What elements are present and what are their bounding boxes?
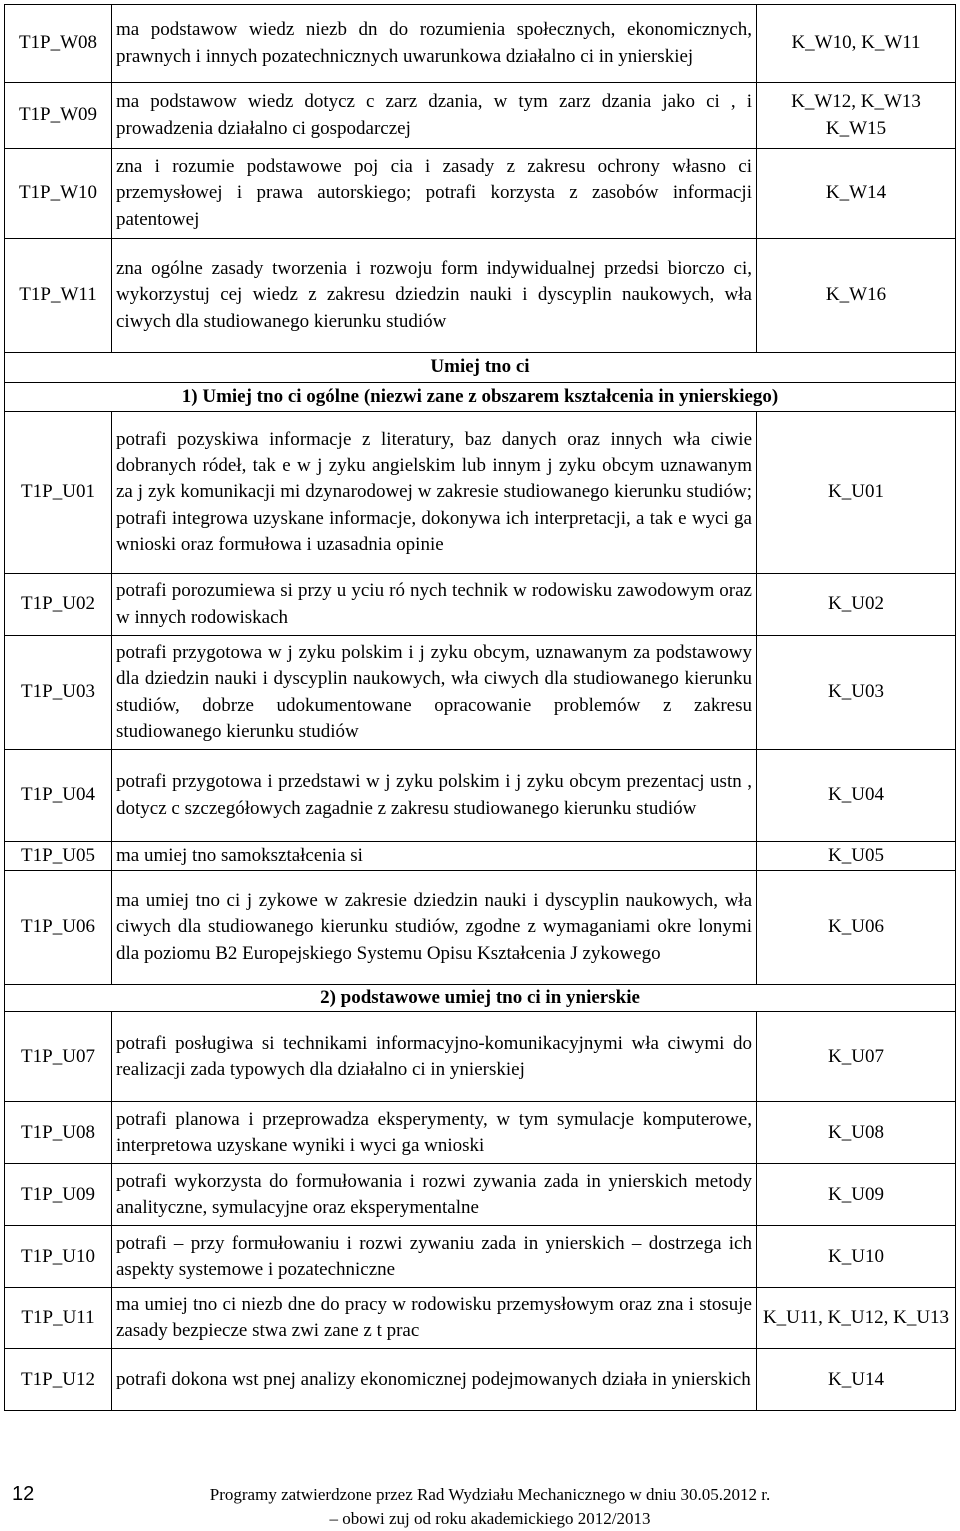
outcome-description: zna i rozumie podstawowe poj cia i zasady z zakresu ochrony własno ci przemysłowej i prawa autorskiego; potrafi korzysta z zasobów informacji patentowej bbox=[112, 149, 757, 239]
table-row bbox=[5, 1102, 956, 1164]
table-row bbox=[5, 1288, 956, 1349]
outcome-reference: K_U10 bbox=[757, 1226, 956, 1288]
outcome-description: potrafi przygotowa i przedstawi w j zyku polskim i j zyku obcym prezentacj ustn , dotycz c szczegółowych zagadnie z zakresu studiowanego kierunku studiów bbox=[112, 750, 757, 842]
outcome-description: potrafi – przy formułowaniu i rozwi zywaniu zada in ynierskich – dostrzega ich aspekty systemowe i pozatechniczne bbox=[112, 1226, 757, 1288]
table-row bbox=[5, 1012, 956, 1102]
section-header-row bbox=[5, 383, 956, 412]
outcome-code: T1P_U09 bbox=[5, 1164, 112, 1226]
table-row bbox=[5, 1226, 956, 1288]
section-title-umiejetnosci: Umiej tno ci bbox=[5, 353, 956, 383]
outcome-description: ma umiej tno samokształcenia si bbox=[112, 842, 757, 871]
outcome-reference: K_U14 bbox=[757, 1349, 956, 1411]
outcome-description: ma podstawow wiedz niezb dn do rozumienia społecznych, ekonomicznych, prawnych i innych pozatechnicznych uwarunkowa działalno ci in ynierskiej bbox=[112, 5, 757, 83]
outcome-description: ma umiej tno ci j zykowe w zakresie dziedzin nauki i dyscyplin naukowych, wła ciwych dla studiowanego kierunku studiów, zgodne z wymaganiami okre lonymi dla poziomu B2 Europejskiego Systemu Opisu Kształcenia J zykowego bbox=[112, 871, 757, 985]
learning-outcomes-table bbox=[4, 4, 956, 1411]
table-row bbox=[5, 1349, 956, 1411]
outcome-code: T1P_U03 bbox=[5, 636, 112, 750]
outcome-reference: K_U09 bbox=[757, 1164, 956, 1226]
outcome-description: potrafi przygotowa w j zyku polskim i j zyku obcym, uznawanym za podstawowy dla dziedzin nauki i dyscyplin naukowych, wła ciwych dla studiowanego kierunku studiów, dobrze udokumentowane opracowanie problemów z zakresu studiowanego kierunku studiów bbox=[112, 636, 757, 750]
outcome-reference: K_U01 bbox=[757, 412, 956, 574]
table-row bbox=[5, 842, 956, 871]
table-row bbox=[5, 239, 956, 353]
outcome-code: T1P_U06 bbox=[5, 871, 112, 985]
outcome-description: potrafi posługiwa si technikami informacyjno-komunikacyjnymi wła ciwymi do realizacji zada typowych dla działalno ci in ynierskiej bbox=[112, 1012, 757, 1102]
outcome-code: T1P_W11 bbox=[5, 239, 112, 353]
outcome-code: T1P_U05 bbox=[5, 842, 112, 871]
table-row bbox=[5, 1164, 956, 1226]
outcome-code: T1P_U04 bbox=[5, 750, 112, 842]
outcome-description: potrafi planowa i przeprowadza eksperymenty, w tym symulacje komputerowe, interpretowa uzyskane wyniki i wyci ga wnioski bbox=[112, 1102, 757, 1164]
outcome-reference: K_W16 bbox=[757, 239, 956, 353]
outcome-code: T1P_U11 bbox=[5, 1288, 112, 1349]
outcome-code: T1P_U08 bbox=[5, 1102, 112, 1164]
outcome-description: zna ogólne zasady tworzenia i rozwoju form indywidualnej przedsi biorczo ci, wykorzystuj cej wiedz z zakresu dziedzin nauki i dyscyplin naukowych, wła ciwych dla studiowanego kierunku studiów bbox=[112, 239, 757, 353]
outcome-reference: K_W14 bbox=[757, 149, 956, 239]
page-number: 12 bbox=[12, 1483, 35, 1505]
table-row bbox=[5, 871, 956, 985]
outcome-code: T1P_W09 bbox=[5, 83, 112, 149]
footer-line-validity: – obowi zuj od roku akademickiego 2012/2013 bbox=[329, 1509, 651, 1528]
table-row bbox=[5, 412, 956, 574]
footer-line-approval: Programy zatwierdzone przez Rad Wydziału Mechanicznego w dniu 30.05.2012 r. bbox=[209, 1485, 771, 1504]
outcome-description: ma podstawow wiedz dotycz c zarz dzania, w tym zarz dzania jako ci , i prowadzenia działalno ci gospodarczej bbox=[112, 83, 757, 149]
outcome-description: ma umiej tno ci niezb dne do pracy w rodowisku przemysłowym oraz zna i stosuje zasady bezpiecze stwa zwi zane z t prac bbox=[112, 1288, 757, 1349]
section-title-ogolne: 1) Umiej tno ci ogólne (niezwi zane z obszarem kształcenia in ynierskiego) bbox=[5, 383, 956, 412]
outcome-code: T1P_W10 bbox=[5, 149, 112, 239]
outcome-reference: K_U02 bbox=[757, 574, 956, 636]
outcome-code: T1P_W08 bbox=[5, 5, 112, 83]
outcome-reference: K_U05 bbox=[757, 842, 956, 871]
outcome-code: T1P_U12 bbox=[5, 1349, 112, 1411]
outcome-reference: K_W10, K_W11 bbox=[757, 5, 956, 83]
outcome-description: potrafi porozumiewa si przy u yciu ró nych technik w rodowisku zawodowym oraz w innych rodowiskach bbox=[112, 574, 757, 636]
outcome-reference: K_U11, K_U12, K_U13 bbox=[757, 1288, 956, 1349]
outcome-reference: K_U06 bbox=[757, 871, 956, 985]
outcome-description: potrafi pozyskiwa informacje z literatury, baz danych oraz innych wła ciwie dobranych ródeł, tak e w j zyku angielskim lub innym j zyku obcym uznawanym za j zyk komunikacji mi dzynarodowej w zakresie studiowanego kierunku studiów; potrafi integrowa uzyskane informacje, dokonywa ich interpretacji, a tak e wyci ga wnioski oraz formułowa i uzasadnia opinie bbox=[112, 412, 757, 574]
section-header-row bbox=[5, 353, 956, 383]
outcome-description: potrafi dokona wst pnej analizy ekonomicznej podejmowanych działa in ynierskich bbox=[112, 1349, 757, 1411]
outcome-reference: K_U04 bbox=[757, 750, 956, 842]
outcome-code: T1P_U01 bbox=[5, 412, 112, 574]
table-row bbox=[5, 750, 956, 842]
table-row bbox=[5, 83, 956, 149]
table-row bbox=[5, 574, 956, 636]
table-row bbox=[5, 149, 956, 239]
section-header-row bbox=[5, 985, 956, 1012]
section-title-inzynierskie: 2) podstawowe umiej tno ci in ynierskie bbox=[5, 985, 956, 1012]
table-row bbox=[5, 5, 956, 83]
outcome-code: T1P_U10 bbox=[5, 1226, 112, 1288]
table-row bbox=[5, 636, 956, 750]
outcome-reference: K_U03 bbox=[757, 636, 956, 750]
outcome-code: T1P_U02 bbox=[5, 574, 112, 636]
outcome-description: potrafi wykorzysta do formułowania i rozwi zywania zada in ynierskich metody analityczne, symulacyjne oraz eksperymentalne bbox=[112, 1164, 757, 1226]
outcome-reference: K_U07 bbox=[757, 1012, 956, 1102]
page-footer bbox=[120, 1483, 860, 1531]
outcome-reference: K_W12, K_W13 K_W15 bbox=[757, 83, 956, 149]
outcome-reference: K_U08 bbox=[757, 1102, 956, 1164]
outcome-code: T1P_U07 bbox=[5, 1012, 112, 1102]
